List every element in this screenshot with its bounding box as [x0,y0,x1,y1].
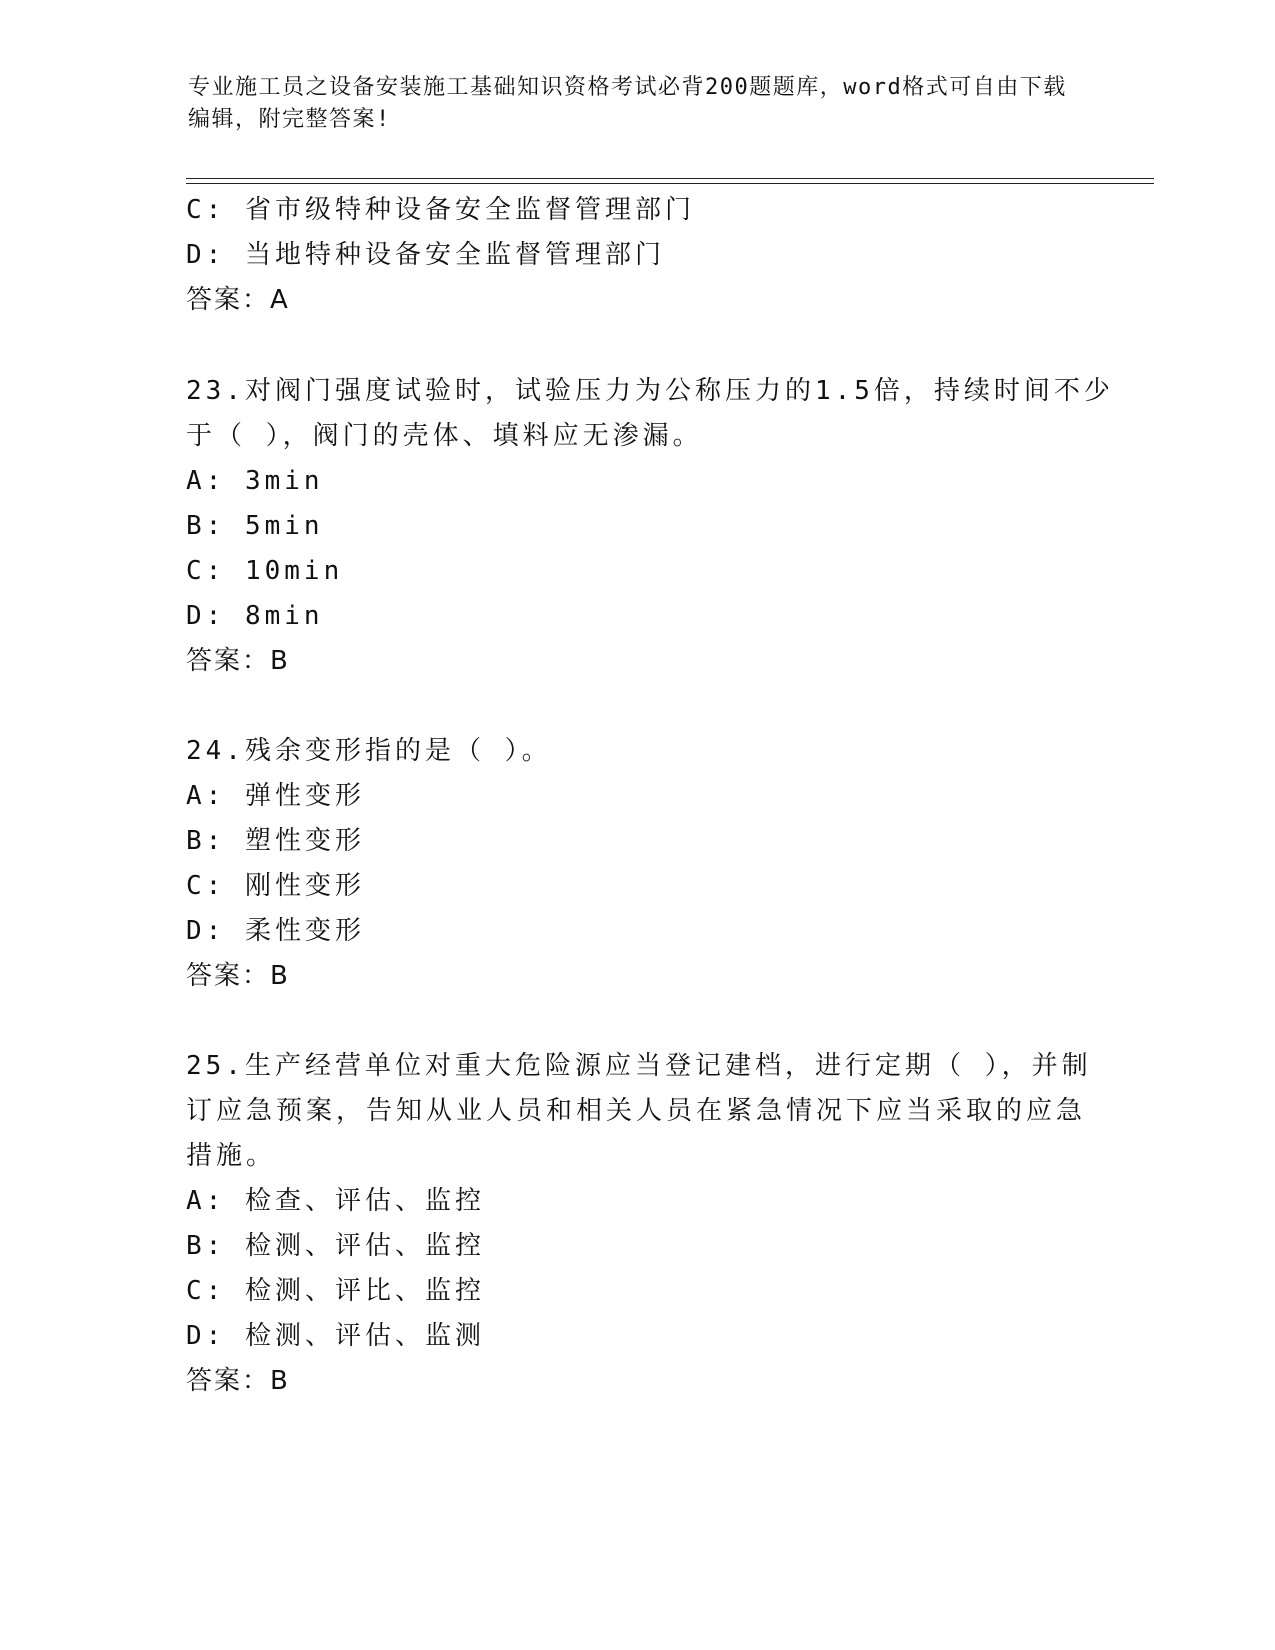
prev-option-d: D: 当地特种设备安全监督管理部门 [186,240,665,270]
q23-option-a: A: 3min [186,466,324,496]
q24-option-a: A: 弹性变形 [186,781,365,811]
q23-stem-line2: 于（ ），阀门的壳体、填料应无渗漏。 [186,421,703,451]
q25-option-a: A: 检查、评估、监控 [186,1186,485,1216]
q24-stem-line1: 24.残余变形指的是（ ）。 [186,736,552,766]
q25-stem-line2: 订应急预案，告知从业人员和相关人员在紧急情况下应当采取的应急 [186,1096,1087,1126]
q25-stem-line3: 措施。 [186,1141,277,1171]
q25-option-d: D: 检测、评估、监测 [186,1321,485,1351]
q25-stem-line1: 25.生产经营单位对重大危险源应当登记建档，进行定期（ ），并制 [186,1051,1092,1081]
q23-option-c: C: 10min [186,556,344,586]
q23-option-d: D: 8min [186,601,324,631]
q23-stem-line1: 23.对阀门强度试验时，试验压力为公称压力的1.5倍，持续时间不少 [186,376,1114,406]
q24-answer: 答案：B [186,961,290,991]
q24-option-d: D: 柔性变形 [186,916,365,946]
q24-option-c: C: 刚性变形 [186,871,365,901]
prev-answer: 答案：A [186,285,290,315]
page-header: 专业施工员之设备安装施工基础知识资格考试必背200题题库，word格式可自由下载编辑，附完整答案! [188,75,1067,132]
q23-answer: 答案：B [186,646,290,676]
prev-option-c: C: 省市级特种设备安全监督管理部门 [186,195,695,225]
q25-option-b: B: 检测、评估、监控 [186,1231,485,1261]
q25-option-c: C: 检测、评比、监控 [186,1276,485,1306]
q25-answer: 答案：B [186,1366,290,1396]
q24-option-b: B: 塑性变形 [186,826,365,856]
q23-option-b: B: 5min [186,511,324,541]
header-rule [186,178,1154,184]
